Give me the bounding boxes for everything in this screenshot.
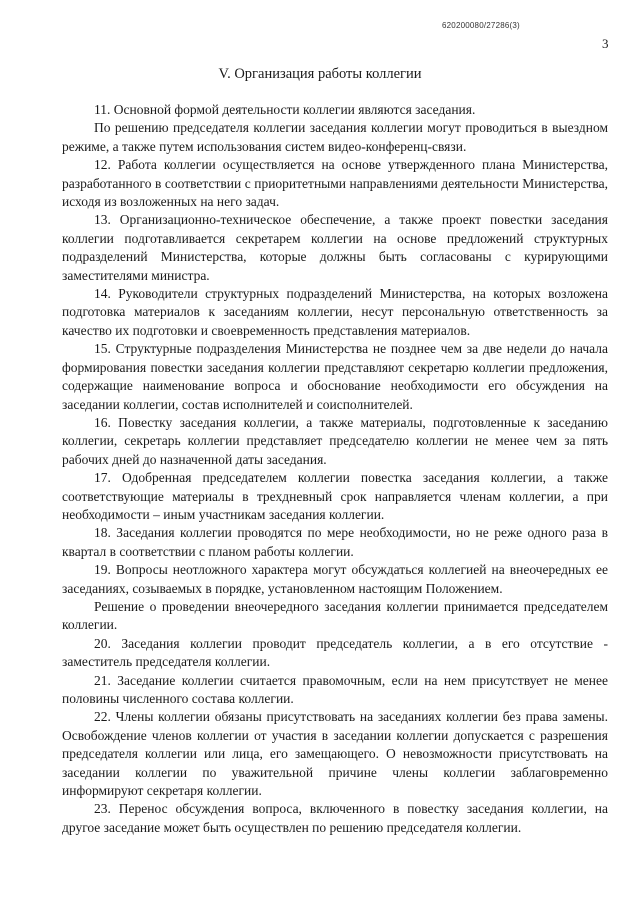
- paragraph-17: 17. Одобренная председателем коллегии повестка заседания коллегии, а также соответствующие материалы в трехдневный срок направляется членам коллегии, а при необходимости – иным участникам заседания коллегии.: [62, 470, 608, 522]
- section-title: V. Организация работы коллегии: [218, 66, 422, 82]
- document-code: 620200080/27286(3): [442, 21, 520, 30]
- page-number: 3: [602, 36, 609, 51]
- paragraph-19-addendum: Решение о проведении внеочередного заседания коллегии принимается председателем коллегии.: [62, 598, 608, 633]
- paragraph-21: 21. Заседание коллегии считается правомочным, если на нем присутствует не менее половины численного состава коллегии.: [62, 672, 608, 706]
- paragraph-18: 18. Заседания коллегии проводятся по мере необходимости, но не реже одного раза в квартал в соответствии с планом работы коллегии.: [62, 525, 608, 559]
- paragraph-11-addendum: По решению председателя коллегии заседания коллегии могут проводиться в выездном режиме, а также путем использования систем видео-конференц-связи.: [62, 120, 608, 154]
- paragraph-16: 16. Повестку заседания коллегии, а также материалы, подготовленные к заседанию коллегии, секретарь коллегии представляет председателю коллегии не менее чем за пять рабочих дней до назначенной даты заседания.: [62, 414, 608, 467]
- paragraph-22: 22. Члены коллегии обязаны присутствовать на заседаниях коллегии без права замены. Освобождение членов коллегии от участия в заседании коллегии допускается с разрешения председателя коллегии или лица, его замещающего. О невозможности присутствовать на заседании коллегии по уважительной причине члены коллегии заблаговременно информируют секретаря коллегии.: [62, 709, 608, 799]
- paragraph-15: 15. Структурные подразделения Министерства не позднее чем за две недели до начала формирования повестки заседания коллегии представляют секретарю коллегии предложения, содержащие наименование вопроса и обоснование необходимости его обсуждения на заседании коллегии, состав исполнителей и соисполнителей.: [62, 341, 608, 412]
- paragraph-14: 14. Руководители структурных подразделений Министерства, на которых возложена подготовка материалов к заседаниям коллегии, несут персональную ответственность за качество их подготовки и своевременность представления материалов.: [62, 286, 608, 338]
- paragraph-13: 13. Организационно-техническое обеспечение, а также проект повестки заседания коллегии подготавливается секретарем коллегии на основе предложений структурных подразделений Министерства, которые должны быть согласованы с курирующими заместителями министра.: [62, 212, 608, 283]
- paragraph-12: 12. Работа коллегии осуществляется на основе утвержденного плана Министерства, разработанного в соответствии с приоритетными направлениями деятельности Министерства, исходя из возложенных на него задач.: [62, 157, 608, 210]
- paragraph-19: 19. Вопросы неотложного характера могут обсуждаться коллегией на внеочередных ее заседаниях, созываемых в порядке, установленном настоящим Положением.: [62, 562, 608, 596]
- paragraph-23: 23. Перенос обсуждения вопроса, включенного в повестку заседания коллегии, на другое заседание может быть осуществлен по решению председателя коллегии.: [62, 801, 608, 835]
- body-text: [62, 101, 608, 837]
- paragraph-11: 11. Основной формой деятельности коллегии являются заседания.: [94, 102, 476, 117]
- paragraph-20: 20. Заседания коллегии проводит председатель коллегии, а в его отсутствие - заместитель председателя коллегии.: [62, 635, 608, 670]
